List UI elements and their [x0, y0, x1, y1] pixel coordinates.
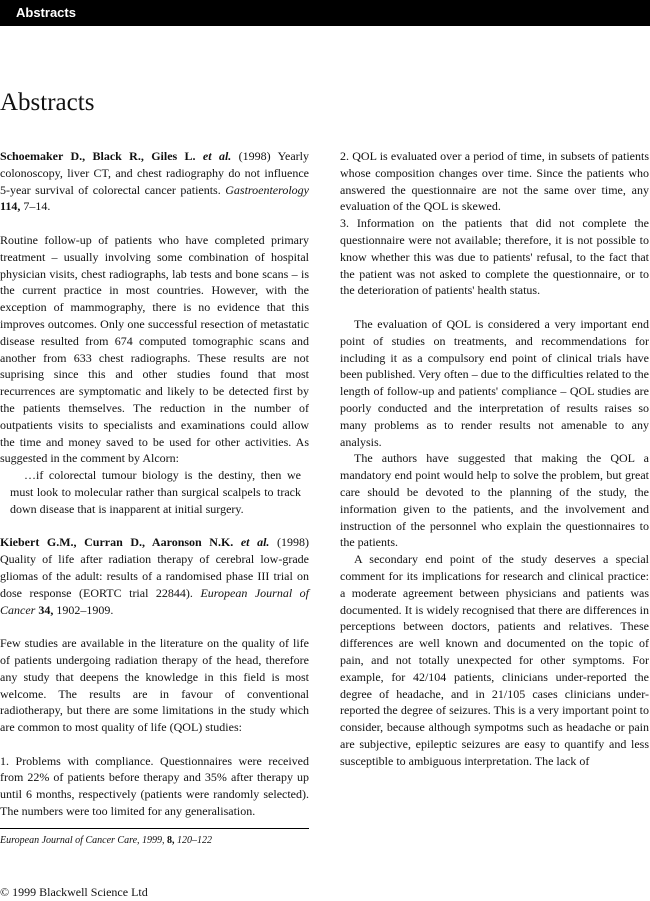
copyright: © 1999 Blackwell Science Ltd: [0, 885, 148, 899]
citation-1-pages: 7–14.: [23, 199, 51, 214]
citation-1-journal: Gastroenterology: [225, 182, 309, 197]
abstract-2-intro: Few studies are available in the literature on the quality of life of patients undergoing radiation therapy of the head, therefore any study that deepens the knowledge in this field is most welcome. The results are in favour of conventional radiotherapy, but there are some limitations in the study which are common to most quality of life (QOL) studies:: [0, 636, 309, 735]
quote-text: …if colorectal tumour biology is the destiny, then we must look to molecular rather than surgical scalpels to track down disease that is inapparent at initial surgery.: [10, 468, 301, 516]
citation-1-etal: et al.: [202, 149, 232, 163]
left-column: [0, 148, 309, 820]
citation-2-year: (1998): [277, 535, 309, 550]
footer-year: 1999,: [142, 835, 165, 846]
citation-1-year: (1998): [238, 149, 271, 163]
right-column: [340, 148, 649, 769]
abstract-2-point-3: 3. Information on the patients that did not complete the questionnaire were not available; therefore, it is not possible to know whether this was due to patients' refusal, to the fact that the patient was not asked to complete the questionnaire, or to the deterioration of patients' health status.: [340, 216, 649, 298]
footer-journal: European Journal of Cancer Care,: [0, 835, 140, 846]
abstract-2-para-1: The evaluation of QOL is considered a very important end point of studies on treatments, and recommendations for including it as a compulsory end point of clinical trials have been published. Very often – due to the difficulties related to the length of follow-up and patients' compliance – QOL studies are poorly conducted and the interpretation of results raises so many problems as to render results not amenable to any analysis.: [340, 316, 649, 449]
abstract-2-para-3: A secondary end point of the study deserves a special comment for its implications for research and clinical practice: a moderate agreement between physicians and patients was documented. It is widely recognised that there are differences in perceptions between doctors, patients and relatives. These differences are well known and documented on the topic of pain, and not totally unexpected for other symptoms. For example, for 42/104 patients, clinicians under-reported the degree of headache, and in 21/105 cases clinicians under-reported the degree of seizures. This is a very important point to consider, because although sympotms such as headache or pain are subjective, epileptic seizures are easy to quantify and less susceptible to ambiguous interpretation. The lack of: [340, 552, 649, 768]
footer-pages: 120–122: [177, 835, 213, 846]
abstract-2-para-2: The authors have suggested that making the QOL a mandatory end point would help to solve the problem, but great care should be devoted to the planning of the study, the information given to the patients, and the involvement and instruction of the personnel who explain the questionnaires to the patients.: [340, 451, 649, 550]
citation-2-pages: 1902–1909.: [56, 602, 114, 617]
footer-volume: 8,: [167, 835, 175, 846]
footnote-divider: [0, 828, 309, 829]
running-head: Abstracts: [0, 0, 650, 26]
abstract-2-point-2: 2. QOL is evaluated over a period of time, in subsets of patients whose composition changes over time. Since the patients who answered the questionnaire are not the same over time, any evaluation of the QOL is skewed.: [340, 149, 649, 214]
page-title: Abstracts: [0, 89, 95, 116]
abstract-1-quote: [10, 467, 309, 517]
citation-2-volume: 34,: [38, 602, 54, 617]
citation-2-journal: European Journal of Cancer: [0, 585, 310, 617]
citation-2: [0, 534, 309, 618]
citation-2-authors: Kiebert G.M., Curran D., Aaronson N.K.: [0, 535, 234, 550]
citation-1-authors: Schoemaker D., Black R., Giles L.: [0, 149, 196, 163]
abstract-1-body: Routine follow-up of patients who have completed primary treatment – usually involving some combination of hospital physician visits, chest radiographs, lab tests and bone scans – is the current practice in most countries. However, with the exception of mammography, there is no evidence that this improves outcomes. Only one successful resection of metastatic disease resulted from 674 computed tomographic scans and another from 633 chest radiographs. These results are not suprising since this and other studies found that most recurrences are symptomatic and likely to be detected first by the patients themselves. The reduction in the number of outpatients visits to specialists and examinations could allow the time and money saved to be used for other activities. As suggested in the comment by Alcorn:: [0, 232, 309, 466]
citation-2-title: Quality of life after radiation therapy of cerebral low-grade gliomas of the adult: results of a randomised phase III trial on dose response (EORTC trial 22844).: [0, 552, 309, 600]
citation-1-title: Yearly colonoscopy, liver CT, and chest radiography do not influence 5-year survival of colorectal cancer patients.: [0, 149, 310, 197]
journal-footer: [0, 834, 212, 848]
citation-1-volume: 114,: [0, 199, 21, 214]
abstract-2-point-1: 1. Problems with compliance. Questionnaires were received from 22% of patients before therapy and 35% after therapy up until 6 months, respectively (patients were randomly selected). The numbers were too limited for any generalisation.: [0, 753, 309, 819]
citation-1: [0, 148, 309, 215]
citation-2-etal: et al.: [240, 535, 270, 550]
